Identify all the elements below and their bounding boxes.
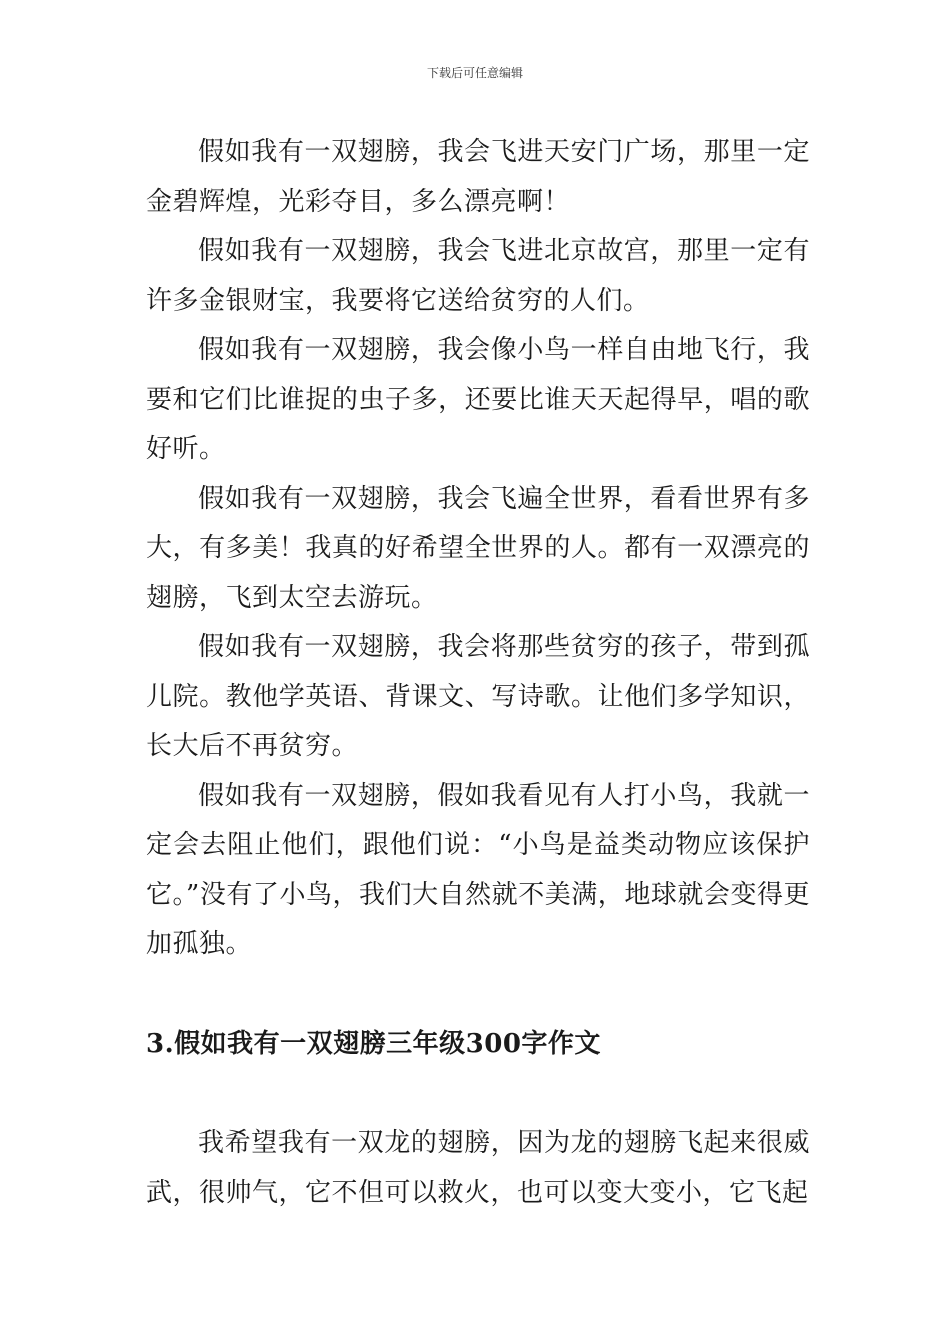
paragraph: 我希望我有一双龙的翅膀，因为龙的翅膀飞起来很威武，很帅气，它不但可以救火，也可以变大变小，它飞起 — [146, 1128, 810, 1208]
section-heading: 3.假如我有一双翅膀三年级300字作文 — [146, 1028, 601, 1059]
paragraph: 假如我有一双翅膀，我会飞进天安门广场，那里一定金碧辉煌，光彩夺目，多么漂亮啊！ — [146, 137, 810, 217]
paragraph: 假如我有一双翅膀，我会将那些贫穷的孩子，带到孤儿院。教他学英语、背课文、写诗歌。让他们多学知识，长大后不再贫穷。 — [146, 632, 810, 761]
document-body — [146, 128, 810, 1218]
paragraph: 假如我有一双翅膀，我会飞遍全世界，看看世界有多大，有多美！我真的好希望全世界的人。都有一双漂亮的翅膀，飞到太空去游玩。 — [146, 483, 810, 613]
paragraph: 假如我有一双翅膀，我会飞进北京故宫，那里一定有许多金银财宝，我要将它送给贫穷的人们。 — [146, 236, 810, 316]
page-header: 下载后可任意编辑 — [426, 66, 523, 80]
paragraph: 假如我有一双翅膀，假如我看见有人打小鸟，我就一定会去阻止他们，跟他们说：“小鸟是益类动物应该保护它。”没有了小鸟，我们大自然就不美满，地球就会变得更加孤独。 — [146, 780, 810, 959]
paragraph: 假如我有一双翅膀，我会像小鸟一样自由地飞行，我要和它们比谁捉的虫子多，还要比谁天天起得早，唱的歌好听。 — [146, 335, 810, 464]
